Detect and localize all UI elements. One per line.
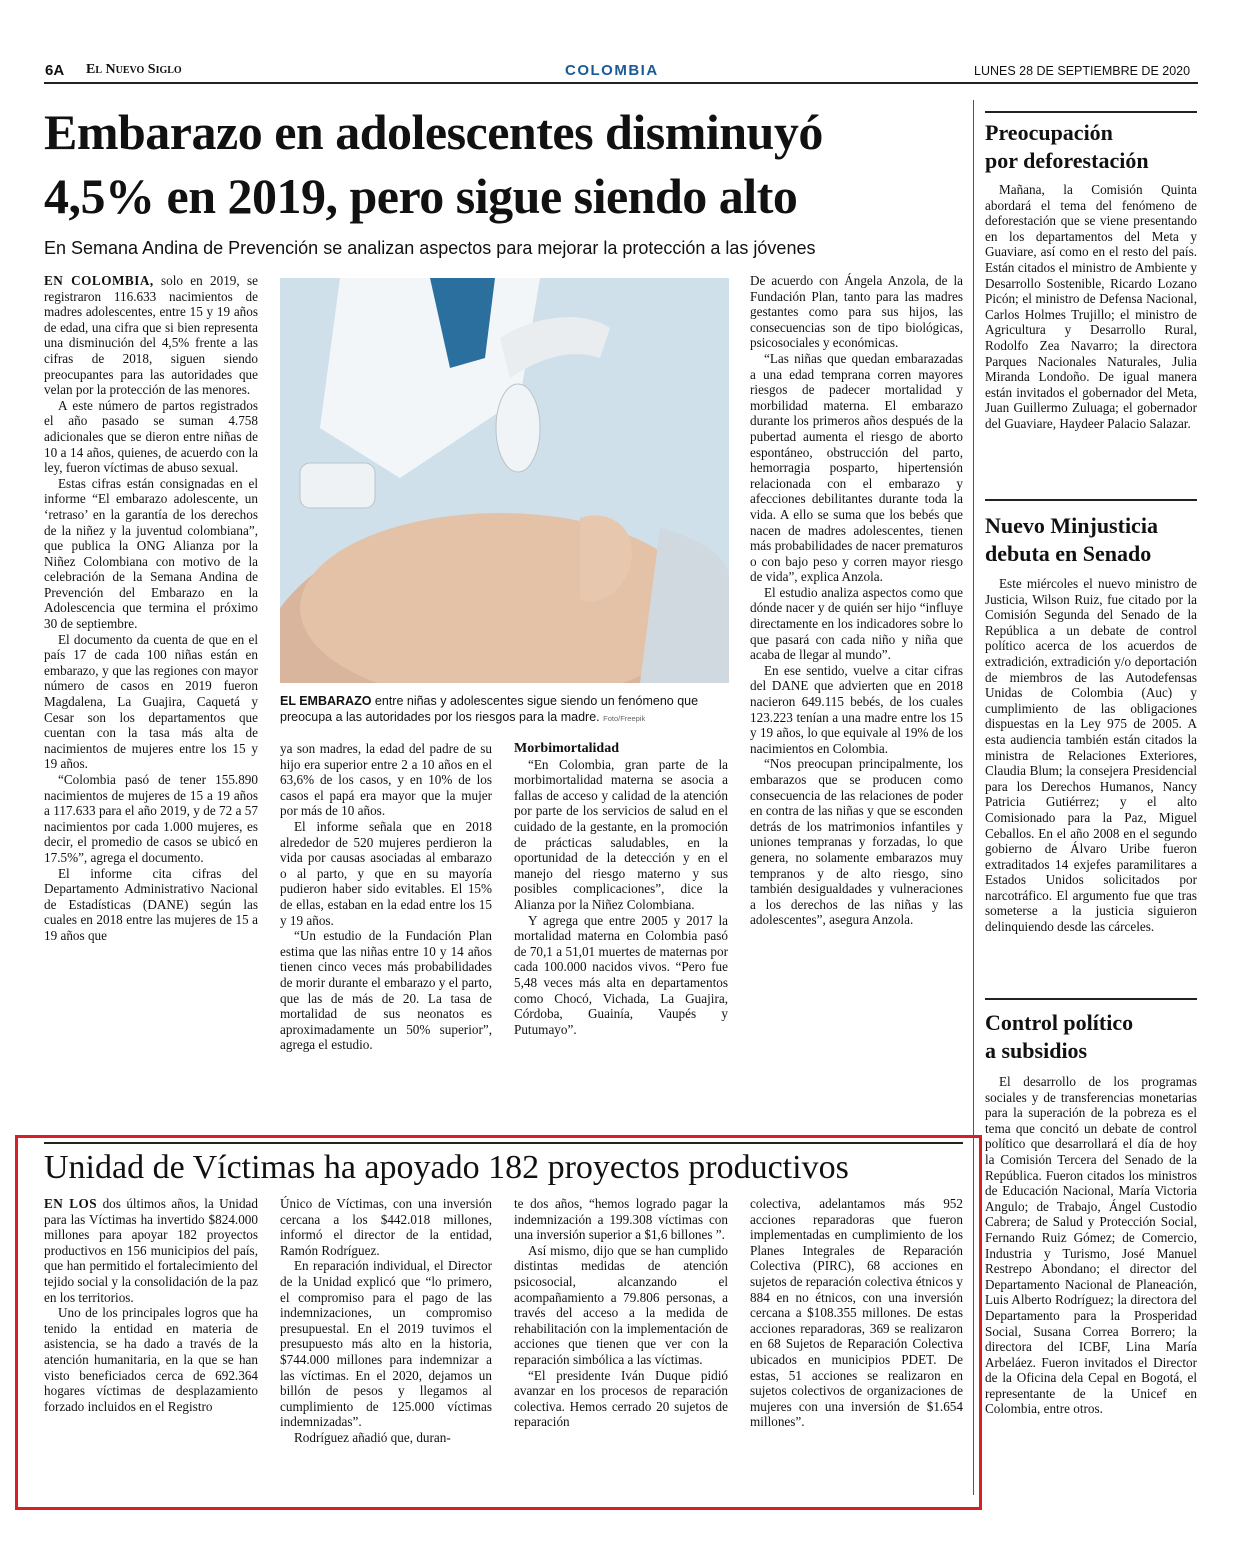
sidebar-top-rule: [985, 111, 1197, 113]
article-paragraph: Estas cifras están consignadas en el informe “El embarazo adolescente, un ‘retraso’ en la garantía de los derechos de la niñez y la juventud colombiana”, que publica la ONG Alianza por la Niñez Colombiana con motivo de la celebración de la Semana Andina de Prevención del Embarazo en la Adolescencia que termina el próximo 30 de septiembre.: [44, 475, 258, 632]
photo-credit: Foto/Freepik: [603, 714, 646, 723]
boxed-column-4: [750, 1196, 963, 1496]
article-lead-in: EN COLOMBIA,: [44, 273, 154, 288]
article-paragraph: De acuerdo con Ángela Anzola, de la Fundación Plan, tanto para las madres gestantes como para sus hijos, las consecuencias son de tipo biológicas, psicosociales y económicas.: [750, 273, 963, 351]
page-number: 6A: [45, 62, 65, 79]
article-paragraph: te dos años, “hemos logrado pagar la indemnización a 199.308 víctimas con una inversión superior a $1,6 billones ”.: [514, 1196, 728, 1243]
article-paragraph: “Colombia pasó de tener 155.890 nacimientos de mujeres de 15 a 19 años a 117.633 para el año 2019, y de 72 a 57 nacimientos por cada 1.000 mujeres, es decir, el promedio de casos se ubicó en 17.5%”, agrega el documento.: [44, 772, 258, 865]
sidebar-brief-2-body: [985, 576, 1197, 996]
sidebar-brief-3-title: [985, 1009, 1197, 1065]
paragraph-text: solo en 2019, se registraron 116.633 nacimientos de madres adolescentes, entre 15 y 19 años de edad, una cifra que si bien representa una disminución del 4,5% frente a las cifras de 2018, siguen siendo preocupantes para las autoridades que velan por la protección de las menores.: [44, 273, 258, 398]
article-paragraph: ya son madres, la edad del padre de su hijo era superior entre 2 a 10 años en el 63,6% de los casos, y en 10% de los casos el papá era mayor que la mujer por más de 10 años.: [280, 741, 492, 819]
main-headline-line2: 4,5% en 2019, pero sigue siendo alto: [44, 168, 798, 224]
article-paragraph: [44, 1196, 258, 1305]
caption-lead: EL EMBARAZO: [280, 694, 372, 708]
title-line: debuta en Senado: [985, 541, 1152, 566]
sidebar-brief-1-title: [985, 119, 1197, 175]
article-paragraph: Y agrega que entre 2005 y 2017 la mortalidad materna en Colombia pasó de 70,1 a 51,01 muertes de maternas por cada 100.000 nacidos vivos. “Pero fue 5,48 veces más alta en departamentos como Chocó, Vichada, La Guajira, Córdoba, Guainía, Vaupés y Putumayo”.: [514, 912, 728, 1037]
article-paragraph: “El presidente Iván Duque pidió avanzar en los procesos de reparación colectiva. Hemos cerrado 20 sujetos de reparación: [514, 1367, 728, 1430]
article-paragraph: “En Colombia, gran parte de la morbimortalidad materna se asocia a fallas de acceso y calidad de la atención por parte de los servicios de salud en el cuidado de la gestante, en la promoción de prácticas saludables, en la oportunidad de la detección y en el manejo del riesgo materno y sus posibles complicaciones”, dice la Alianza por la Niñez Colombiana.: [514, 756, 728, 912]
article-paragraph: Uno de los principales logros que ha tenido la entidad en materia de asistencia, se ha dado a través de la atención humanitaria, en la que se han visto beneficiados cerca de 692.364 hogares víctimas de desplazamiento forzado incluidos en el Registro: [44, 1305, 258, 1414]
sidebar-rule-3: [985, 998, 1197, 1000]
boxed-column-1: [44, 1196, 258, 1496]
article-paragraph: Así mismo, dijo que se han cumplido distintas medidas de atención psicosocial, alcanzando el acompañamiento a 79.806 personas, a través del acceso a la medida de rehabilitación con la implementación de acciones que tienen que ver con la reparación simbólica a las víctimas.: [514, 1242, 728, 1367]
title-line: Preocupación: [985, 120, 1113, 145]
article-paragraph: A este número de partos registrados el año pasado se suman 4.758 adicionales que se dieron entre niñas de 10 a 14 años, quienes, de acuerdo con la ley, fueron víctimas de abuso sexual.: [44, 397, 258, 476]
boxed-headline: Unidad de Víctimas ha apoyado 182 proyectos productivos: [44, 1149, 849, 1186]
title-line: Nuevo Minjusticia: [985, 513, 1158, 538]
title-line: Control político: [985, 1010, 1134, 1035]
boxed-article-top-rule: [44, 1142, 963, 1144]
subheading-morbimortalidad: Morbimortalidad: [514, 741, 619, 756]
main-subtitle: En Semana Andina de Prevención se analizan aspectos para mejorar la protección a las jóvenes: [44, 238, 816, 258]
sidebar-brief-3-body: [985, 1074, 1197, 1492]
article-paragraph: [44, 273, 258, 398]
main-column-3: [514, 741, 728, 1131]
article-paragraph: Único de Víctimas, con una inversión cercana a los $442.018 millones, informó el director de la entidad, Ramón Rodríguez.: [280, 1196, 492, 1258]
article-paragraph: El estudio analiza aspectos como que dónde nacer y de quién ser hijo “influye directamente en los indicadores sobre lo que pasará con cada niño y niña que acaba de llegar al mundo”.: [750, 584, 963, 663]
article-paragraph: El informe cita cifras del Departamento Administrativo Nacional de Estadísticas (DANE) según las cuales en 2018 entre las mujeres de 15 a 19 años que: [44, 865, 258, 943]
article-paragraph: El informe señala que en 2018 alrededor de 520 mujeres perdieron la vida por causas asociadas al embarazo o al parto, y que en su mayoría pudieron haber sido evitables. El 15% de ellas, estaban en la edad entre los 15 y 19 años.: [280, 818, 492, 928]
title-line: a subsidios: [985, 1038, 1088, 1063]
main-column-2: [280, 741, 492, 1131]
paragraph-text: dos últimos años, la Unidad para las Víctimas ha invertido $824.000 millones para apoyar 182 proyectos productivos en 156 municipios del país, que han permitido el fortalecimiento del tejido social y la consolidación de la paz en los territorios.: [44, 1196, 258, 1305]
sidebar-brief-1-body: [985, 182, 1197, 492]
boxed-column-3: [514, 1196, 728, 1496]
article-paragraph: “Un estudio de la Fundación Plan estima que las niñas entre 10 y 14 años tienen cinco veces más probabilidades de morir durante el embarazo y el parto, que las de más de 20. La tasa de mortalidad de sus neonatos es aproximadamente un 50% superior”, agrega el estudio.: [280, 928, 492, 1053]
article-paragraph: El documento da cuenta de que en el país 17 de cada 100 niñas están en embarazo, y que las regiones con mayor número de casos en 2019 fueron Magdalena, La Guajira, Caquetá y Cesar son los departamentos que cuentan con la tasa más alta de nacimientos de mujeres entre los 15 y 19 años.: [44, 631, 258, 772]
newspaper-name: El Nuevo Siglo: [86, 62, 182, 77]
article-paragraph: En ese sentido, vuelve a citar cifras del DANE que advierten que en 2018 nacieron 649.115 bebés, de los cuales 123.223 tenían a una madre entre los 15 y 19 años, lo que equivale al 19% de los nacimientos en Colombia.: [750, 662, 963, 756]
title-line: por deforestación: [985, 148, 1149, 173]
brief-paragraph: Mañana, la Comisión Quinta abordará el tema del fenómeno de deforestación que se viene presentando en los departamentos del Meta y Guaviare, así como en el resto del país. Están citados el ministro de Ambiente y Desarrollo Sostenible, Ricardo Lozano Picón; el ministro de Defensa Nacional, Carlos Holmes Trujillo; el ministro de Agricultura y Desarrollo Rural, Rodolfo Zea Navarro; la directora Parques Nacionales Naturales, Julia Miranda Londoño. De igual manera están invitados el gobernador del Meta, Juan Guillermo Zuluaga; el gobernador del Guaviare, Haydeer Palacio Salazar.: [985, 182, 1197, 431]
article-paragraph: En reparación individual, el Director de la Unidad explicó que “lo primero, el compromiso para el pago de las indemnizaciones, un compromiso presupuestal. En el 2019 tuvimos el presupuesto más alto en la historia, $744.000 millones para indemnizar a las víctimas. En el 2020, dejamos un billón de pesos y llegamos al cumplimiento de 125.000 víctimas indemnizadas”.: [280, 1258, 492, 1430]
article-paragraph: “Nos preocupan principalmente, los embarazos que se producen como consecuencia de las relaciones de poder en contra de las niñas y que se esconden detrás de los matrimonios infantiles y uniones tempranas y forzadas, lo que genera, no solamente embarazos muy tempranos y de alto riesgo, sino también desigualdades y vulneraciones a los derechos de las niñas y las adolescentes”, asegura Anzola.: [750, 756, 963, 928]
article-paragraph: “Las niñas que quedan embarazadas a una edad temprana corren mayores riesgos de padecer mortalidad y morbilidad materna. El embarazo durante los primeros años después de la pubertad aumenta el riesgo de aborto espontáneo, obstrucción del parto, hemorragia posparto, hipertensión relacionada con el embarazo y afecciones debilitantes durante toda la vida. A ello se suma que los bebés que nacen de madres adolescentes, tienen más probabilidades de nacer prematuros o con bajo peso y corren mayor riesgo de vida”, explica Anzola.: [750, 350, 963, 585]
sidebar-brief-2-title: [985, 512, 1197, 568]
article-photo: [280, 278, 729, 683]
brief-paragraph: Este miércoles el nuevo ministro de Justicia, Wilson Ruiz, fue citado por la Comisión Segunda del Senado de la República a un debate de control político acerca de los acuerdos de extradición, extradición y/o deportación de miembros de las Autodefensas Unidas de Colombia (Auc) y cumplimiento de las obligaciones dispuestas en la Ley 975 de 2005. A esta audiencia también están citados la ministra de Relaciones Exteriores, Claudia Blum; la consejera Presidencial para los Derechos Humanos, Nancy Patricia Gutiérrez; y el alto Comisionado para la Paz, Miguel Ceballos. En el año 2008 en el segundo gobierno de Álvaro Uribe fueron extraditados 14 exjefes paramilitares a Estados Unidos solicitados por narcotráfico. El argumento fue que tras someterse a la justicia siguieron delinquiendo desde las cárceles.: [985, 576, 1197, 935]
sidebar-rule-2: [985, 499, 1197, 501]
brief-paragraph: El desarrollo de los programas sociales y de transferencias monetarias para la superación de la pobreza es el tema que concitó un debate de control político que desarrollará el día de hoy la Comisión Tercera del Senado de la República. Fueron citados los ministros de Educación Nacional, María Victoria Angulo; de Trabajo, Ángel Custodio Cabrera; de Salud y Protección Social, Fernando Ruiz Gómez; de Comercio, Industria y Turismo, José Manuel Restrepo Abondano; el director del Departamento Nacional de Planeación, Luis Alberto Rodríguez; la directora del Departamento para la Prosperidad Social, Susana Correa Borrero; la directora del ICBF, Lina María Arbeláez. Fueron invitados el Director de la Oficina dela Cepal en Bogotá, el representante de la Unicef en Colombia, entre otros.: [985, 1074, 1197, 1417]
article-lead-in: EN LOS: [44, 1196, 98, 1211]
main-headline-line1: Embarazo en adolescentes disminuyó: [44, 104, 823, 160]
photo-caption: [280, 693, 729, 727]
main-column-4: [750, 273, 963, 1131]
caption-text: entre niñas y adolescentes sigue siendo un fenómeno que preocupa a las autoridades por los riesgos para la madre.: [280, 694, 699, 724]
main-column-1: [44, 273, 258, 1131]
section-label: COLOMBIA: [565, 62, 659, 79]
header-rule: [44, 82, 1198, 84]
article-paragraph: colectiva, adelantamos más 952 acciones reparadoras que fueron implementadas en cumplimiento de los Planes Integrales de Reparación Colectiva (PIRC), 68 acciones en sujetos de reparación colectiva étnicos y 884 en no étnicos, con una inversión cercana a $108.355 millones. De estas acciones reparadoras, 369 se realizaron en 68 Sujetos de Reparación Colectiva ubicados en municipios PDET. De estas, 51 acciones se realizaron en sujetos colectivos de organizaciones de mujeres con una inversión de $1.654 millones”.: [750, 1196, 963, 1430]
issue-date: LUNES 28 DE SEPTIEMBRE DE 2020: [974, 64, 1191, 78]
article-paragraph: Rodríguez añadió que, duran-: [294, 1429, 451, 1445]
boxed-column-2: [280, 1196, 492, 1496]
